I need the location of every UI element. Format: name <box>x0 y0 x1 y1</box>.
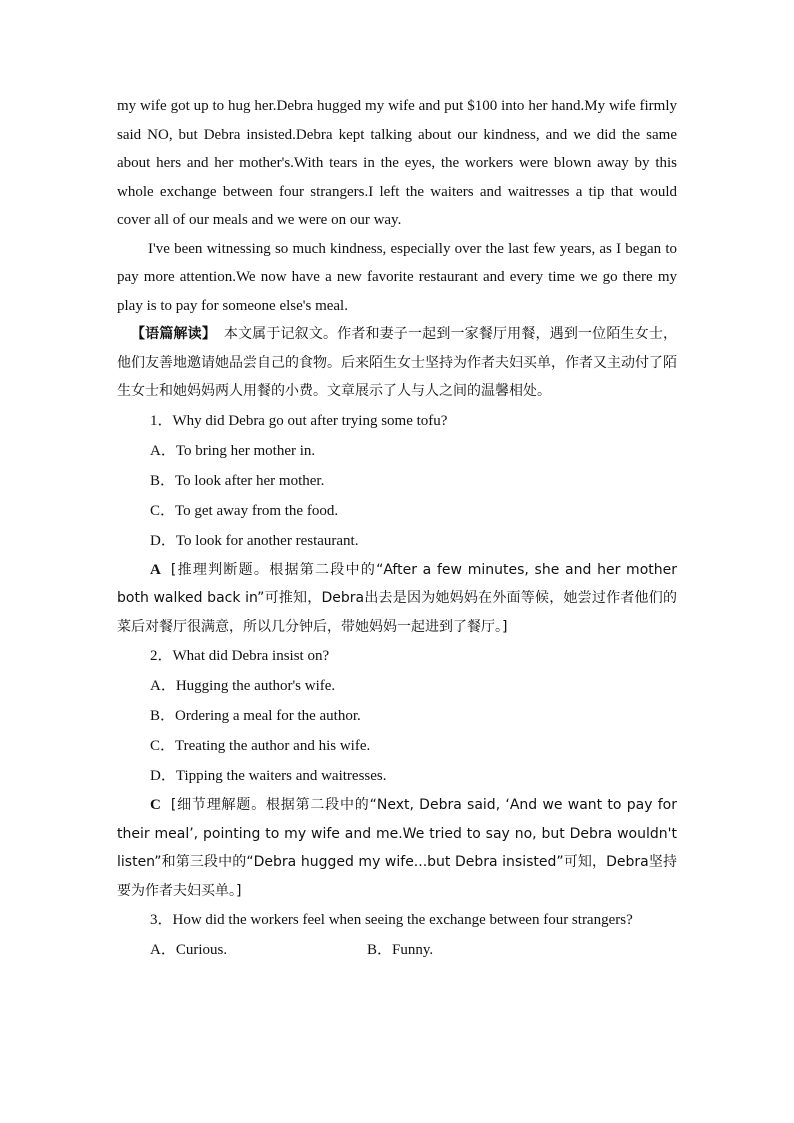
passage-paragraph-2: I've been witnessing so much kindness, especially over the last few years, as I began to pay more attention.We now have a new favorite restaurant and every time we go there my play is to pay for someone else's meal. <box>117 240 677 314</box>
document-page <box>117 92 677 965</box>
question-2-stem: 2．What did Debra insist on? <box>150 648 330 664</box>
passage-analysis <box>117 320 677 406</box>
analysis-tag: 【语篇解读】 <box>131 326 216 342</box>
question-1-answer-letter: A <box>150 561 161 578</box>
question-2-option-d: D．Tipping the waiters and waitresses. <box>150 768 387 784</box>
question-2-explanation: [细节理解题。根据第二段中的“Next, Debra said, ‘And we want to pay for their meal’, pointing to my wife and me.We tried to say no, but Debra wouldn't listen”和第三段中的“Debra hugged my wife...but Debra insisted”可知，Debra坚持要为作者夫妇买单。] <box>117 797 677 899</box>
question-1-answer <box>117 556 677 642</box>
passage-paragraph-1: my wife got up to hug her.Debra hugged my wife and put $100 into her hand.My wife firmly said NO, but Debra insisted.Debra kept talking about our kindness, and we did the same about hers and her mother's.With tears in the eyes, the workers were blown away by this whole exchange between four strangers.I left the waiters and waitresses a tip that would cover all of our meals and we were on our way. <box>117 98 677 228</box>
question-1-stem: 1．Why did Debra go out after trying some tofu? <box>150 412 448 429</box>
question-2-option-b: B．Ordering a meal for the author. <box>150 708 361 724</box>
question-2-option-c: C．Treating the author and his wife. <box>150 738 371 754</box>
question-3-options <box>117 935 677 965</box>
question-1-option-a: A．To bring her mother in. <box>150 442 316 459</box>
question-3-stem: 3．How did the workers feel when seeing the exchange between four strangers? <box>150 912 633 928</box>
question-3-option-b: B．Funny. <box>367 942 434 958</box>
question-1-option-b: B．To look after her mother. <box>150 472 325 489</box>
question-1-option-d: D．To look for another restaurant. <box>150 532 359 549</box>
analysis-text: 本文属于记叙文。作者和妻子一起到一家餐厅用餐，遇到一位陌生女士，他们友善地邀请她品尝自己的食物。后来陌生女士坚持为作者夫妇买单，作者又主动付了陌生女士和她妈妈两人用餐的小费。文章展示了人与人之间的温馨相处。 <box>117 326 678 399</box>
question-2-option-a: A．Hugging the author's wife. <box>150 678 336 694</box>
question-2-answer-letter: C <box>150 797 161 813</box>
question-3-option-a: A．Curious. <box>150 942 228 958</box>
question-2-answer <box>117 791 677 905</box>
question-1-explanation: [推理判断题。根据第二段中的“After a few minutes, she and her mother both walked back in”可推知，Debra出去是因为她妈妈在外面等候，她尝过作者他们的菜后对餐厅很满意，所以几分钟后，带她妈妈一起进到了餐厅。] <box>117 561 677 635</box>
question-1-option-c: C．To get away from the food. <box>150 502 339 519</box>
